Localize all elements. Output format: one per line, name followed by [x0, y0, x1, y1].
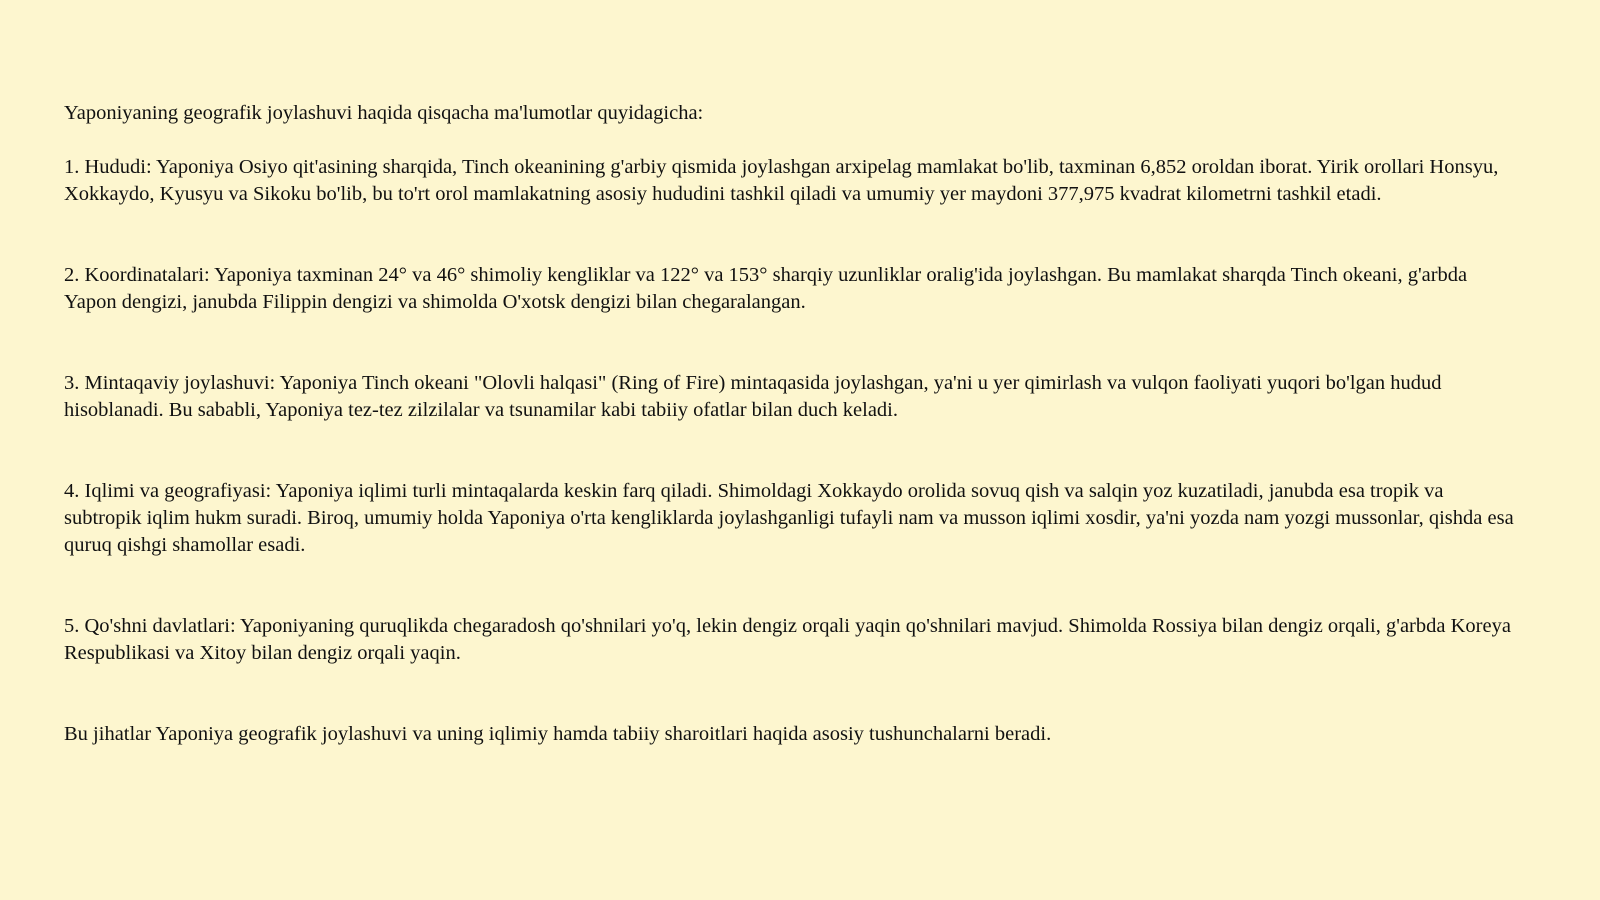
conclusion-paragraph: Bu jihatlar Yaponiya geografik joylashuvi va uning iqlimiy hamda tabiiy sharoitlari haqida asosiy tushunchalarni beradi.: [64, 723, 1052, 745]
intro-paragraph: Yaponiyaning geografik joylashuvi haqida qisqacha ma'lumotlar quyidagicha:: [64, 102, 704, 124]
document-body: [64, 100, 1524, 748]
section-paragraph-5: 5. Qo'shni davlatlari: Yaponiyaning quruqlikda chegaradosh qo'shnilari yo'q, lekin dengiz orqali yaqin qo'shnilari mavjud. Shimolda Rossiya bilan dengiz orqali, g'arbda Koreya Respublikasi va Xitoy bilan dengiz orqali yaqin.: [64, 615, 1511, 664]
section-paragraph-1: 1. Hududi: Yaponiya Osiyo qit'asining sharqida, Tinch okeanining g'arbiy qismida joylashgan arxipelag mamlakat bo'lib, taxminan 6,852 oroldan iborat. Yirik orollari Honsyu, Xokkaydo, Kyusyu va Sikoku bo'lib, bu to'rt orol mamlakatning asosiy hududini tashkil qiladi va umumiy yer maydoni 377,975 kvadrat kilometrni tashkil etadi.: [64, 156, 1499, 205]
section-paragraph-2: 2. Koordinatalari: Yaponiya taxminan 24° va 46° shimoliy kengliklar va 122° va 153° sharqiy uzunliklar oralig'ida joylashgan. Bu mamlakat sharqda Tinch okeani, g'arbda Yapon dengizi, janubda Filippin dengizi va shimolda O'xotsk dengizi bilan chegaralangan.: [64, 264, 1468, 313]
section-paragraph-4: 4. Iqlimi va geografiyasi: Yaponiya iqlimi turli mintaqalarda keskin farq qiladi. Shimoldagi Xokkaydo orolida sovuq qish va salqin yoz kuzatiladi, janubda esa tropik va subtropik iqlim hukm suradi. Biroq, umumiy holda Yaponiya o'rta kengliklarda joylashganligi tufayli nam va musson iqlimi xosdir, ya'ni yozda nam yozgi mussonlar, qishda esa quruq qishgi shamollar esadi.: [64, 480, 1514, 556]
section-paragraph-3: 3. Mintaqaviy joylashuvi: Yaponiya Tinch okeani "Olovli halqasi" (Ring of Fire) mintaqasida joylashgan, ya'ni u yer qimirlash va vulqon faoliyati yuqori bo'lgan hudud hisoblanadi. Bu sababli, Yaponiya tez-tez zilzilalar va tsunamilar kabi tabiiy ofatlar bilan duch keladi.: [64, 372, 1442, 421]
